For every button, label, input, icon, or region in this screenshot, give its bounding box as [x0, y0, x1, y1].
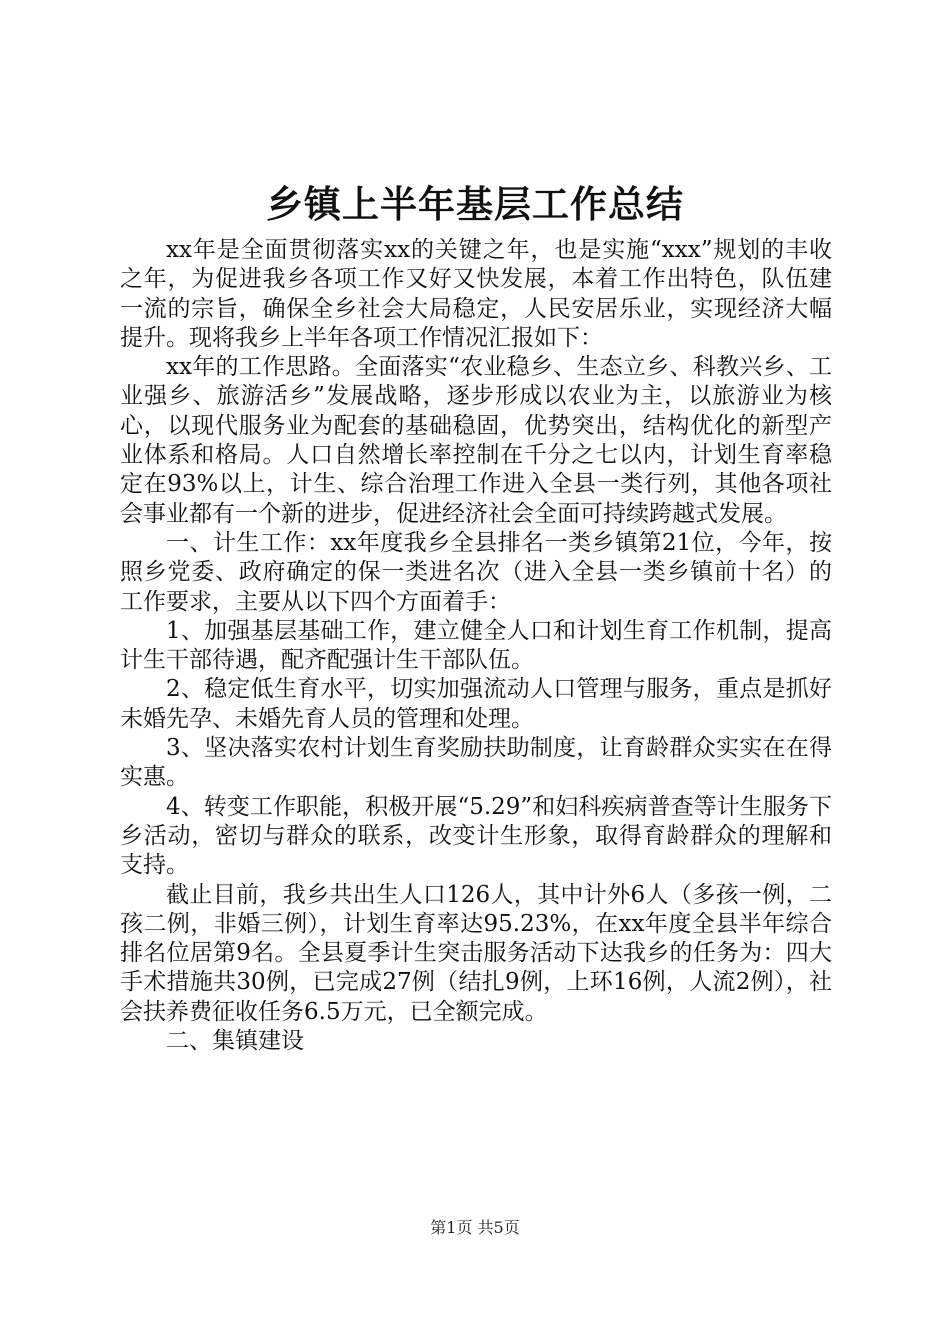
- document-title: 乡镇上半年基层工作总结: [266, 183, 684, 226]
- paragraph-item-3: 3、坚决落实农村计划生育奖励扶助制度，让育龄群众实实在在得实惠。: [120, 735, 832, 791]
- paragraph-family-planning: 一、计生工作：xx年度我乡全县排名一类乡镇第21位，今年，按照乡党委、政府确定的保一类进名次（进入全县一类乡镇前十名）的工作要求，主要从以下四个方面着手：: [120, 529, 832, 615]
- page-number-footer: 第1页 共5页: [430, 1218, 520, 1237]
- paragraph-work-plan: xx年的工作思路。全面落实“农业稳乡、生态立乡、科教兴乡、工业强乡、旅游活乡”发展战略，逐步形成以农业为主，以旅游业为核心，以现代服务业为配套的基础稳固，优势突出，结构优化的新型产业体系和格局。人口自然增长率控制在千分之七以内，计划生育率稳定在93%以上，计生、综合治理工作进入全县一类行列，其他各项社会事业都有一个新的进步，促进经济社会全面可持续跨越式发展。: [120, 354, 832, 527]
- paragraph-item-4: 4、转变工作职能，积极开展“5.29”和妇科疾病普查等计生服务下乡活动，密切与群众的联系，改变计生形象，取得育龄群众的理解和支持。: [120, 793, 832, 879]
- document-body: [120, 236, 832, 1056]
- paragraph-item-1: 1、加强基层基础工作，建立健全人口和计划生育工作机制，提高计生干部待遇，配齐配强计生干部队伍。: [120, 617, 832, 674]
- paragraph-statistics: 截止目前，我乡共出生人口126人，其中计外6人（多孩一例，二孩二例，非婚三例），计划生育率达95.23%，在xx年度全县半年综合排名位居第9名。全县夏季计生突击服务活动下达我乡的任务为：四大手术措施共30例，已完成27例（结扎9例，上环16例，人流2例），社会扶养费征收任务6.5万元，已全额完成。: [120, 881, 832, 1025]
- paragraph-intro: xx年是全面贯彻落实xx的关键之年，也是实施“xxx”规划的丰收之年，为促进我乡各项工作又好又快发展，本着工作出特色，队伍建一流的宗旨，确保全乡社会大局稳定，人民安居乐业，实现经济大幅提升。现将我乡上半年各项工作情况汇报如下：: [120, 237, 832, 351]
- paragraph-item-2: 2、稳定低生育水平，切实加强流动人口管理与服务，重点是抓好未婚先孕、未婚先育人员的管理和处理。: [120, 676, 832, 732]
- section-heading-town-construction: 二、集镇建设: [166, 1028, 304, 1055]
